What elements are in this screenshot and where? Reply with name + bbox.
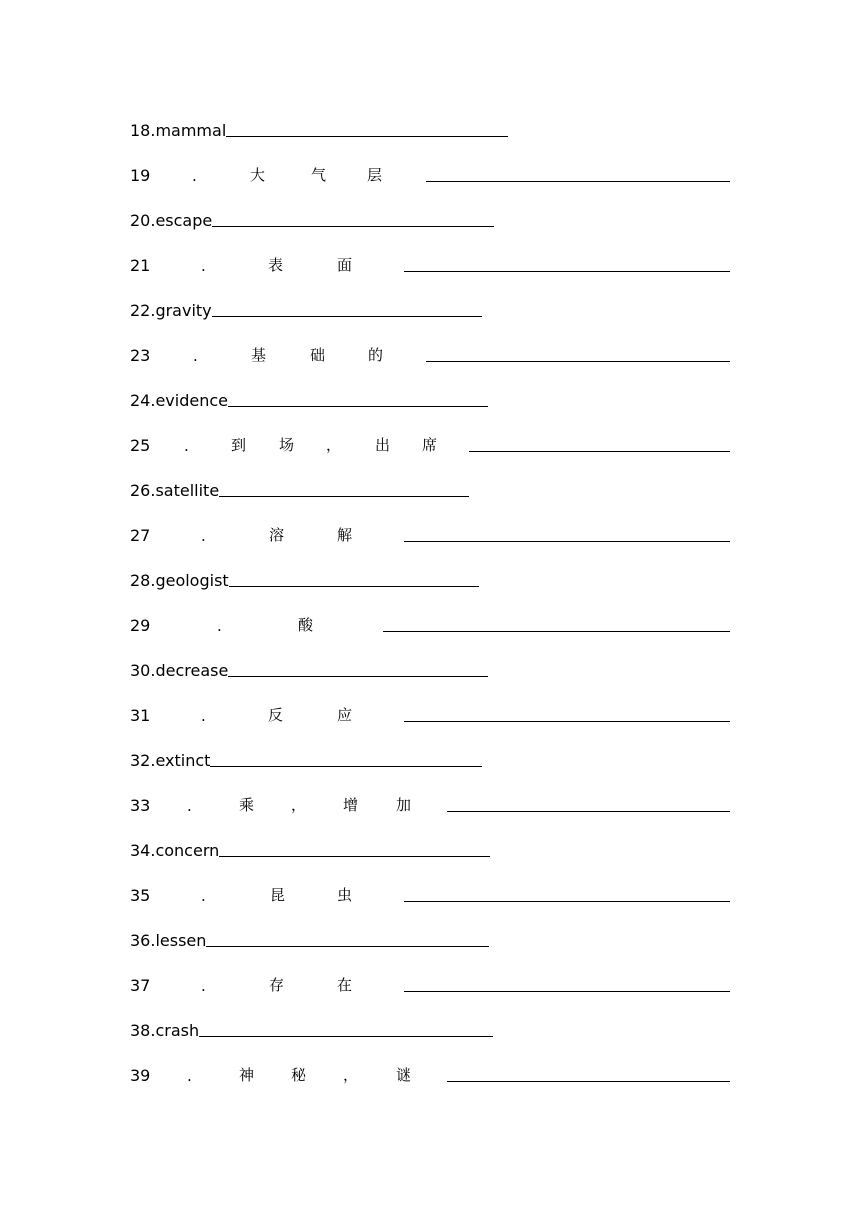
item-label: 36.lessen xyxy=(130,931,207,950)
item-label: 32.extinct xyxy=(130,751,211,770)
item-34 xyxy=(130,830,490,860)
item-33 xyxy=(130,785,730,815)
item-number: 35 xyxy=(130,886,151,905)
item-28 xyxy=(130,560,479,590)
item-char: 的 xyxy=(368,346,384,364)
item-char: 础 xyxy=(310,346,326,364)
answer-blank[interactable] xyxy=(212,225,494,227)
item-dot: . xyxy=(201,707,206,725)
answer-blank[interactable] xyxy=(199,1035,493,1037)
item-number: 37 xyxy=(130,976,151,995)
item-char: 存 xyxy=(269,976,285,994)
answer-blank[interactable] xyxy=(469,450,730,452)
item-number: 27 xyxy=(130,526,151,545)
answer-blank[interactable] xyxy=(226,135,508,137)
item-dot: . xyxy=(192,167,197,185)
item-label: 26.satellite xyxy=(130,481,220,500)
answer-blank[interactable] xyxy=(404,540,730,542)
item-30 xyxy=(130,650,488,680)
item-label: 22.gravity xyxy=(130,301,212,320)
item-25 xyxy=(130,425,730,455)
item-dot: . xyxy=(201,887,206,905)
answer-blank[interactable] xyxy=(229,585,479,587)
item-dot: . xyxy=(217,617,222,635)
item-char: 层 xyxy=(367,166,383,184)
item-18 xyxy=(130,110,508,140)
item-39 xyxy=(130,1055,730,1085)
item-24 xyxy=(130,380,488,410)
item-char: 基 xyxy=(251,346,267,364)
item-number: 39 xyxy=(130,1066,151,1085)
item-20 xyxy=(130,200,494,230)
item-32 xyxy=(130,740,482,770)
answer-blank[interactable] xyxy=(206,945,489,947)
item-char: 在 xyxy=(337,976,353,994)
item-char: 酸 xyxy=(298,616,314,634)
answer-blank[interactable] xyxy=(404,900,730,902)
item-char: 谜 xyxy=(396,1066,412,1084)
item-char: 场 xyxy=(279,436,295,454)
item-char: 解 xyxy=(337,526,353,544)
item-char: 增 xyxy=(343,796,359,814)
item-char: 神 xyxy=(239,1066,255,1084)
item-number: 25 xyxy=(130,436,151,455)
item-char: 反 xyxy=(268,706,284,724)
answer-blank[interactable] xyxy=(219,855,490,857)
item-char: 气 xyxy=(311,166,327,184)
answer-blank[interactable] xyxy=(447,1080,730,1082)
item-char: 秘 xyxy=(291,1066,307,1084)
item-label: 18.mammal xyxy=(130,121,227,140)
answer-blank[interactable] xyxy=(228,675,488,677)
item-dot: . xyxy=(184,437,189,455)
item-char: 乘 xyxy=(239,796,255,814)
item-dot: . xyxy=(187,797,192,815)
item-dot: . xyxy=(201,977,206,995)
answer-blank[interactable] xyxy=(383,630,730,632)
item-label: 34.concern xyxy=(130,841,220,860)
item-char: 到 xyxy=(231,436,247,454)
item-dot: . xyxy=(187,1067,192,1085)
item-number: 23 xyxy=(130,346,151,365)
answer-blank[interactable] xyxy=(404,990,730,992)
answer-blank[interactable] xyxy=(228,405,488,407)
answer-blank[interactable] xyxy=(212,315,482,317)
item-char: 加 xyxy=(396,796,412,814)
item-29 xyxy=(130,605,730,635)
item-label: 28.geologist xyxy=(130,571,229,590)
answer-blank[interactable] xyxy=(426,180,730,182)
item-22 xyxy=(130,290,482,320)
item-char: ， xyxy=(326,436,342,454)
item-number: 33 xyxy=(130,796,151,815)
item-label: 30.decrease xyxy=(130,661,229,680)
answer-blank[interactable] xyxy=(447,810,730,812)
item-number: 21 xyxy=(130,256,151,275)
item-23 xyxy=(130,335,730,365)
item-37 xyxy=(130,965,730,995)
item-19 xyxy=(130,155,730,185)
item-char: ， xyxy=(343,1066,359,1084)
item-35 xyxy=(130,875,730,905)
item-21 xyxy=(130,245,730,275)
item-label: 38.crash xyxy=(130,1021,200,1040)
item-char: 应 xyxy=(337,706,353,724)
item-dot: . xyxy=(193,347,198,365)
item-31 xyxy=(130,695,730,725)
item-number: 29 xyxy=(130,616,151,635)
item-number: 31 xyxy=(130,706,151,725)
item-label: 20.escape xyxy=(130,211,213,230)
item-char: 溶 xyxy=(269,526,285,544)
answer-blank[interactable] xyxy=(426,360,730,362)
item-dot: . xyxy=(201,527,206,545)
item-char: 昆 xyxy=(270,886,286,904)
item-char: 席 xyxy=(422,436,438,454)
item-char: 出 xyxy=(375,436,391,454)
item-char: 虫 xyxy=(337,886,353,904)
item-char: ， xyxy=(291,796,307,814)
item-label: 24.evidence xyxy=(130,391,228,410)
answer-blank[interactable] xyxy=(210,765,482,767)
item-38 xyxy=(130,1010,493,1040)
item-dot: . xyxy=(201,257,206,275)
item-number: 19 xyxy=(130,166,151,185)
item-char: 面 xyxy=(337,256,353,274)
answer-blank[interactable] xyxy=(404,720,730,722)
item-char: 表 xyxy=(268,256,284,274)
item-char: 大 xyxy=(250,166,266,184)
answer-blank[interactable] xyxy=(404,270,730,272)
item-27 xyxy=(130,515,730,545)
item-26 xyxy=(130,470,469,500)
item-36 xyxy=(130,920,489,950)
answer-blank[interactable] xyxy=(219,495,469,497)
